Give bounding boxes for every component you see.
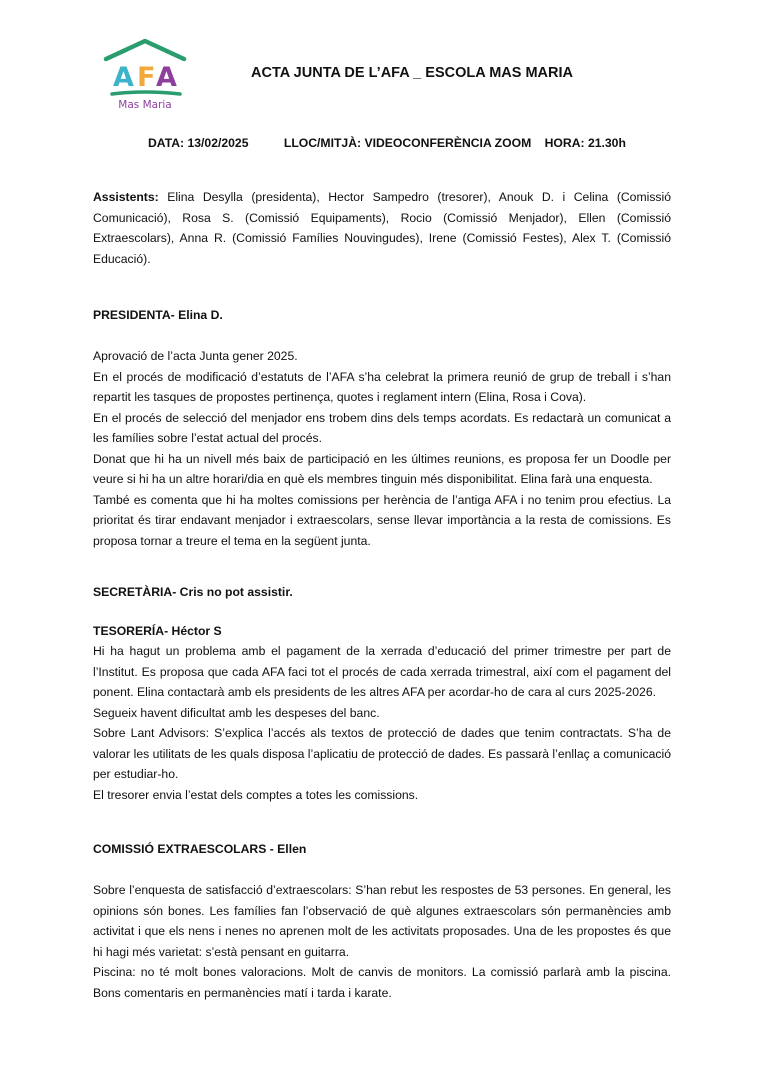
paragraph: En el procés de modificació d’estatuts de l’AFA s’ha celebrat la primera reunió de grup de treball i s’han repartit les tasques de propostes pertinença, quotes i reglament intern (Elina, Rosa i Cova). [93, 369, 671, 404]
section-body-presidenta [93, 346, 671, 551]
logo-roof [106, 41, 184, 59]
paragraph: Sobre l’enquesta de satisfacció d’extraescolars: S’han rebut les respostes de 53 persones. En general, les opinions són bones. Les famílies fan l’observació de què algunes extraescolars són permanències amb activitat i que els nens i nenes no aprenen molt de les activitats proposades. Una de les propostes és que hi hagi més varietat: s’està pensant en guitarra. [93, 883, 671, 959]
paragraph: Piscina: no té molt bones valoracions. Molt de canvis de monitors. La comissió parlarà amb la piscina. Bons comentaris en permanències matí i tarda i karate. [93, 965, 671, 1000]
paragraph: Donat que hi ha un nivell més baix de participació en les últimes reunions, es proposa fer un Doodle per veure si hi ha un altre horari/dia en què els membres tinguin més disponibilitat. Elina farà una enquesta. [93, 451, 671, 486]
paragraph: Sobre Lant Advisors: S’explica l’accés als textos de protecció de dades que tenim contractats. S’ha de valorar les utilitats de les quals disposa l’aplicatiu de protecció de dades. Es passarà l’enllaç a comunicació per estudiar-ho. [93, 726, 671, 781]
logo-letter-a1: A [113, 62, 134, 93]
paragraph: El tresorer envia l’estat dels comptes a totes les comissions. [93, 787, 419, 802]
document-title: ACTA JUNTA DE L’AFA _ ESCOLA MAS MARIA [251, 65, 573, 81]
attendees-text: Elina Desylla (presidenta), Hector Sampedro (tresorer), Anouk D. i Celina (Comissió Comunicació), Rosa S. (Comissió Equipaments), Rocio (Comissió Menjador), Ellen (Comissió Extraescolars), Anna R. (Comissió Famílies Nouvingudes), Irene (Comissió Festes), Alex T. (Comissió Educació). [93, 190, 671, 266]
section-heading-presidenta: PRESIDENTA- Elina D. [93, 308, 223, 322]
section-heading-extraescolars: COMISSIÓ EXTRAESCOLARS - Ellen [93, 842, 307, 856]
afa-logo-icon [100, 36, 190, 116]
meeting-meta [148, 136, 626, 150]
paragraph: Aprovació de l’acta Junta gener 2025. [93, 349, 298, 363]
logo-letter-a2: A [156, 62, 177, 93]
afa-logo [100, 36, 190, 116]
logo-letter-f: F [137, 62, 156, 93]
attendees-label: Assistents: [93, 190, 159, 204]
paragraph: Hi ha hagut un problema amb el pagament de la xerrada d’educació del primer trimestre per part de l’Institut. Es proposa que cada AFA faci tot el procés de cada xerrada trimestral, així com el pagament del ponent. Elina contactarà amb els presidents de les altres AFA per acordar-ho de cara al curs 2025-2026. [93, 644, 671, 699]
section-heading-secretaria: SECRETÀRIA- Cris no pot assistir. [93, 585, 293, 599]
logo-subtitle: Mas Maria [118, 99, 172, 111]
section-body-tesoreria [93, 641, 671, 805]
meeting-date: DATA: 13/02/2025 [148, 136, 249, 150]
paragraph: En el procés de selecció del menjador ens trobem dins dels temps acordats. Es redactarà un comunicat a les famílies sobre l’estat actual del procés. [93, 410, 671, 445]
meeting-time: HORA: 21.30h [544, 136, 626, 150]
section-heading-tesoreria: TESORERÍA- Héctor S [93, 624, 222, 638]
section-body-extraescolars [93, 880, 671, 1003]
attendees-paragraph [93, 187, 671, 269]
paragraph: També es comenta que hi ha moltes comissions per herència de l’antiga AFA i no tenim prou efectius. La prioritat és tirar endavant menjador i extraescolars, sense llevar importància a la resta de comissions. Es proposa tornar a treure el tema en la següent junta. [93, 492, 671, 548]
logo-base-line [112, 92, 180, 94]
meeting-place: LLOC/MITJÀ: VIDEOCONFERÈNCIA ZOOM [283, 136, 532, 150]
paragraph: Segueix havent dificultat amb les despeses del banc. [93, 705, 380, 720]
